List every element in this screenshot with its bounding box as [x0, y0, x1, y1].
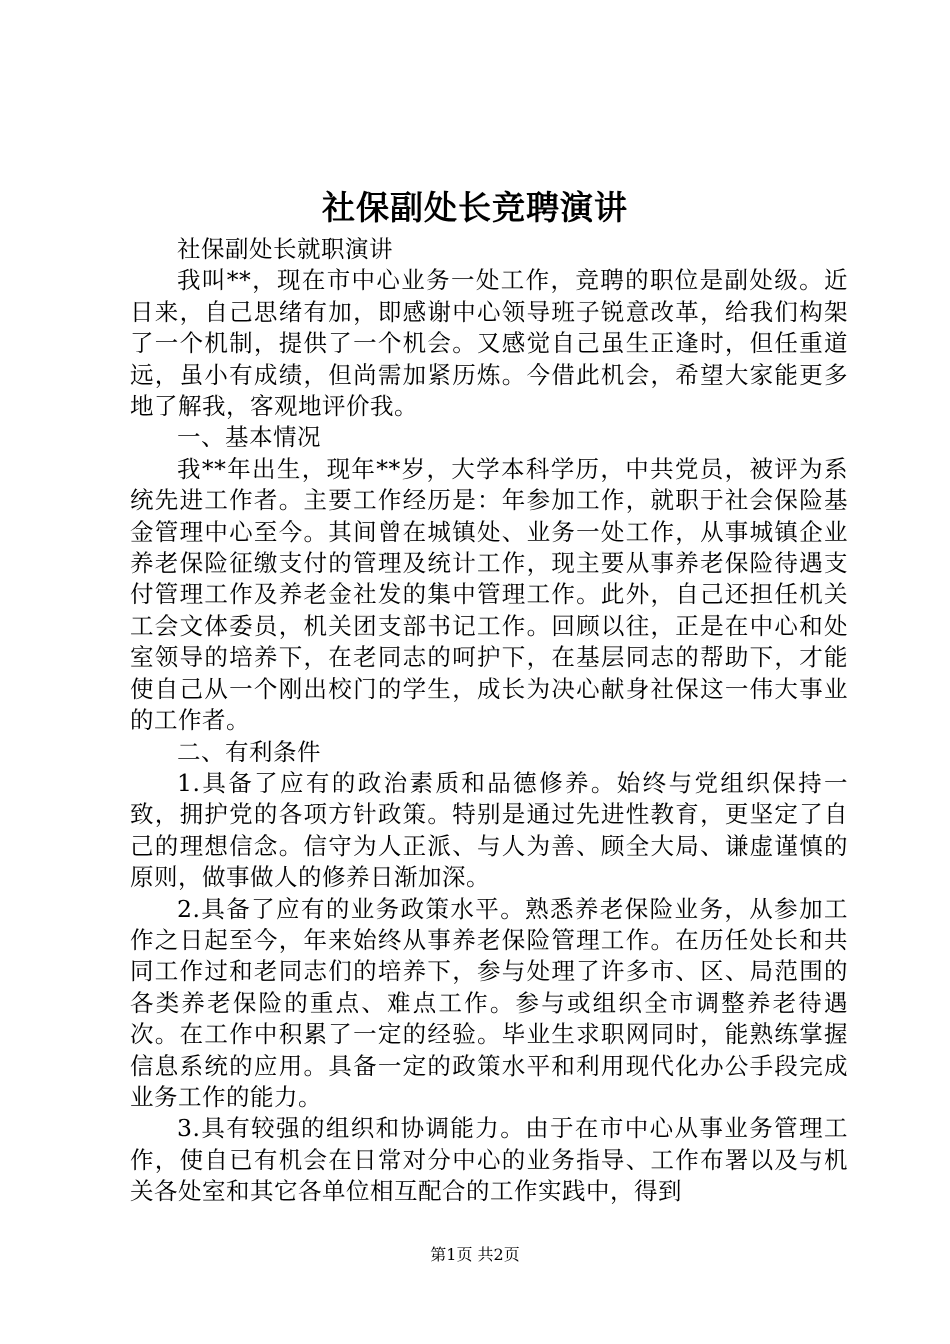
document-body: [130, 234, 848, 1208]
paragraph-advantage-2: 2.具备了应有的业务政策水平。熟悉养老保险业务，从参加工作之日起至今，年来始终从事养老保险管理工作。在历任处长和共同工作过和老同志们的培养下，参与处理了许多市、区、局范围的各类养老保险的重点、难点工作。参与或组织全市调整养老待遇次。在工作中积累了一定的经验。毕业生求职网同时，能熟练掌握信息系统的应用。具备一定的政策水平和利用现代化办公手段完成业务工作的能力。: [130, 894, 848, 1111]
paragraph-intro: 我叫**，现在市中心业务一处工作，竞聘的职位是副处级。近日来，自己思绪有加，即感谢中心领导班子锐意改革，给我们构架了一个机制，提供了一个机会。又感觉自己虽生正逢时，但任重道远，虽小有成绩，但尚需加紧历炼。今借此机会，希望大家能更多地了解我，客观地评价我。: [130, 266, 848, 421]
section-heading-basic-info: 一、基本情况: [177, 423, 321, 452]
paragraph-advantage-1: 1.具备了应有的政治素质和品德修养。始终与党组织保持一致，拥护党的各项方针政策。特别是通过先进性教育，更坚定了自己的理想信念。信守为人正派、与人为善、顾全大局、谦虚谨慎的原则，做事做人的修养日渐加深。: [130, 768, 848, 892]
document-title: 社保副处长竞聘演讲: [322, 188, 628, 227]
paragraph-advantage-3: 3.具有较强的组织和协调能力。由于在市中心从事业务管理工作，使自已有机会在日常对分中心的业务指导、工作布署以及与机关各处室和其它各单位相互配合的工作实践中，得到: [130, 1114, 848, 1206]
page-footer: 第1页 共2页: [430, 1245, 520, 1264]
paragraph-basic-info: 我**年出生，现年**岁，大学本科学历，中共党员，被评为系统先进工作者。主要工作经历是：年参加工作，就职于社会保险基金管理中心至今。其间曾在城镇处、业务一处工作，从事城镇企业养老保险征缴支付的管理及统计工作，现主要从事养老保险待遇支付管理工作及养老金社发的集中管理工作。此外，自己还担任机关工会文体委员，机关团支部书记工作。回顾以往，正是在中心和处室领导的培养下，在老同志的呵护下，在基层同志的帮助下，才能使自己从一个刚出校门的学生，成长为决心献身社保这一伟大事业的工作者。: [130, 454, 848, 735]
section-heading-advantages: 二、有利条件: [177, 737, 321, 766]
paragraph-subtitle: 社保副处长就职演讲: [177, 235, 393, 263]
